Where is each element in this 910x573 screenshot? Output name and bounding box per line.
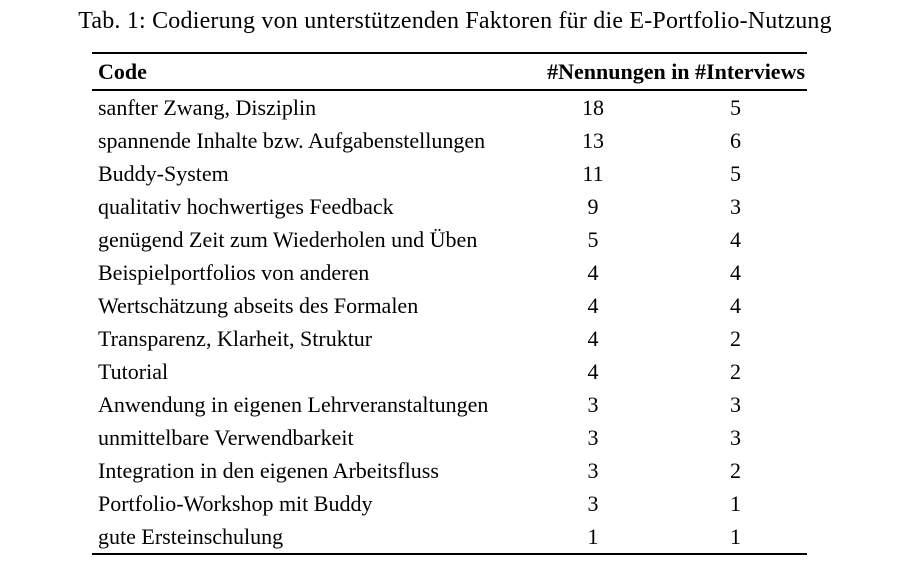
interviews-cell: 3: [730, 193, 741, 219]
interviews-cell: 2: [730, 358, 741, 384]
nennungen-cell: 3: [587, 490, 599, 516]
table-row: [92, 256, 807, 289]
code-cell: genügend Zeit zum Wiederholen und Üben: [98, 226, 478, 252]
code-cell: Beispielportfolios von anderen: [98, 259, 370, 285]
interviews-cell: 4: [730, 259, 741, 285]
code-cell: Buddy-System: [98, 160, 229, 186]
table-row: [92, 190, 807, 223]
nennungen-cell: 3: [587, 391, 599, 417]
interviews-cell: 4: [730, 226, 741, 252]
interviews-cell: 3: [730, 424, 741, 450]
code-cell: Integration in den eigenen Arbeitsfluss: [98, 457, 439, 483]
code-cell: gute Ersteinschulung: [98, 523, 284, 549]
table-row: [92, 223, 807, 256]
header-row: [92, 53, 807, 90]
table-row: [92, 388, 807, 421]
code-cell: spannende Inhalte bzw. Aufgabenstellungen: [98, 127, 486, 153]
interviews-cell: 1: [730, 490, 741, 516]
interviews-cell: 5: [730, 160, 741, 186]
interviews-cell: 2: [730, 457, 741, 483]
table-row: [92, 454, 807, 487]
nennungen-cell: 9: [587, 193, 599, 219]
interviews-cell: 6: [730, 127, 741, 153]
coding-table: [92, 52, 807, 555]
nennungen-cell: 4: [587, 259, 599, 285]
nennungen-cell: 5: [587, 226, 599, 252]
table-row: [92, 487, 807, 520]
nennungen-cell: 13: [582, 127, 604, 153]
table-caption: Tab. 1: Codierung von unterstützenden Faktoren für die E-Portfolio-Nutzung: [78, 8, 832, 34]
header-code: Code: [98, 58, 147, 84]
table-row: [92, 157, 807, 190]
code-cell: Anwendung in eigenen Lehrveranstaltungen: [98, 391, 489, 417]
interviews-cell: 1: [730, 523, 741, 549]
table-row: [92, 90, 807, 124]
code-cell: Portfolio-Workshop mit Buddy: [98, 490, 373, 516]
code-cell: Wertschätzung abseits des Formalen: [98, 292, 419, 318]
nennungen-cell: 11: [582, 160, 604, 186]
nennungen-cell: 3: [587, 424, 599, 450]
interviews-cell: 5: [730, 94, 741, 120]
nennungen-cell: 4: [587, 358, 599, 384]
interviews-cell: 4: [730, 292, 741, 318]
nennungen-cell: 4: [587, 292, 599, 318]
nennungen-cell: 1: [587, 523, 599, 549]
code-cell: sanfter Zwang, Disziplin: [98, 94, 317, 120]
table-row: [92, 421, 807, 454]
nennungen-cell: 3: [587, 457, 599, 483]
code-cell: qualitativ hochwertiges Feedback: [98, 193, 394, 219]
nennungen-cell: 18: [582, 94, 604, 120]
table-row: [92, 289, 807, 322]
code-cell: Transparenz, Klarheit, Struktur: [98, 325, 373, 351]
header-counts: #Nennungen in #Interviews: [547, 58, 806, 84]
code-cell: unmittelbare Verwendbarkeit: [98, 424, 354, 450]
code-cell: Tutorial: [98, 358, 169, 384]
table-row: [92, 355, 807, 388]
table-row: [92, 322, 807, 355]
interviews-cell: 2: [730, 325, 741, 351]
nennungen-cell: 4: [587, 325, 599, 351]
table-row: [92, 124, 807, 157]
interviews-cell: 3: [730, 391, 741, 417]
table-row: [92, 520, 807, 554]
